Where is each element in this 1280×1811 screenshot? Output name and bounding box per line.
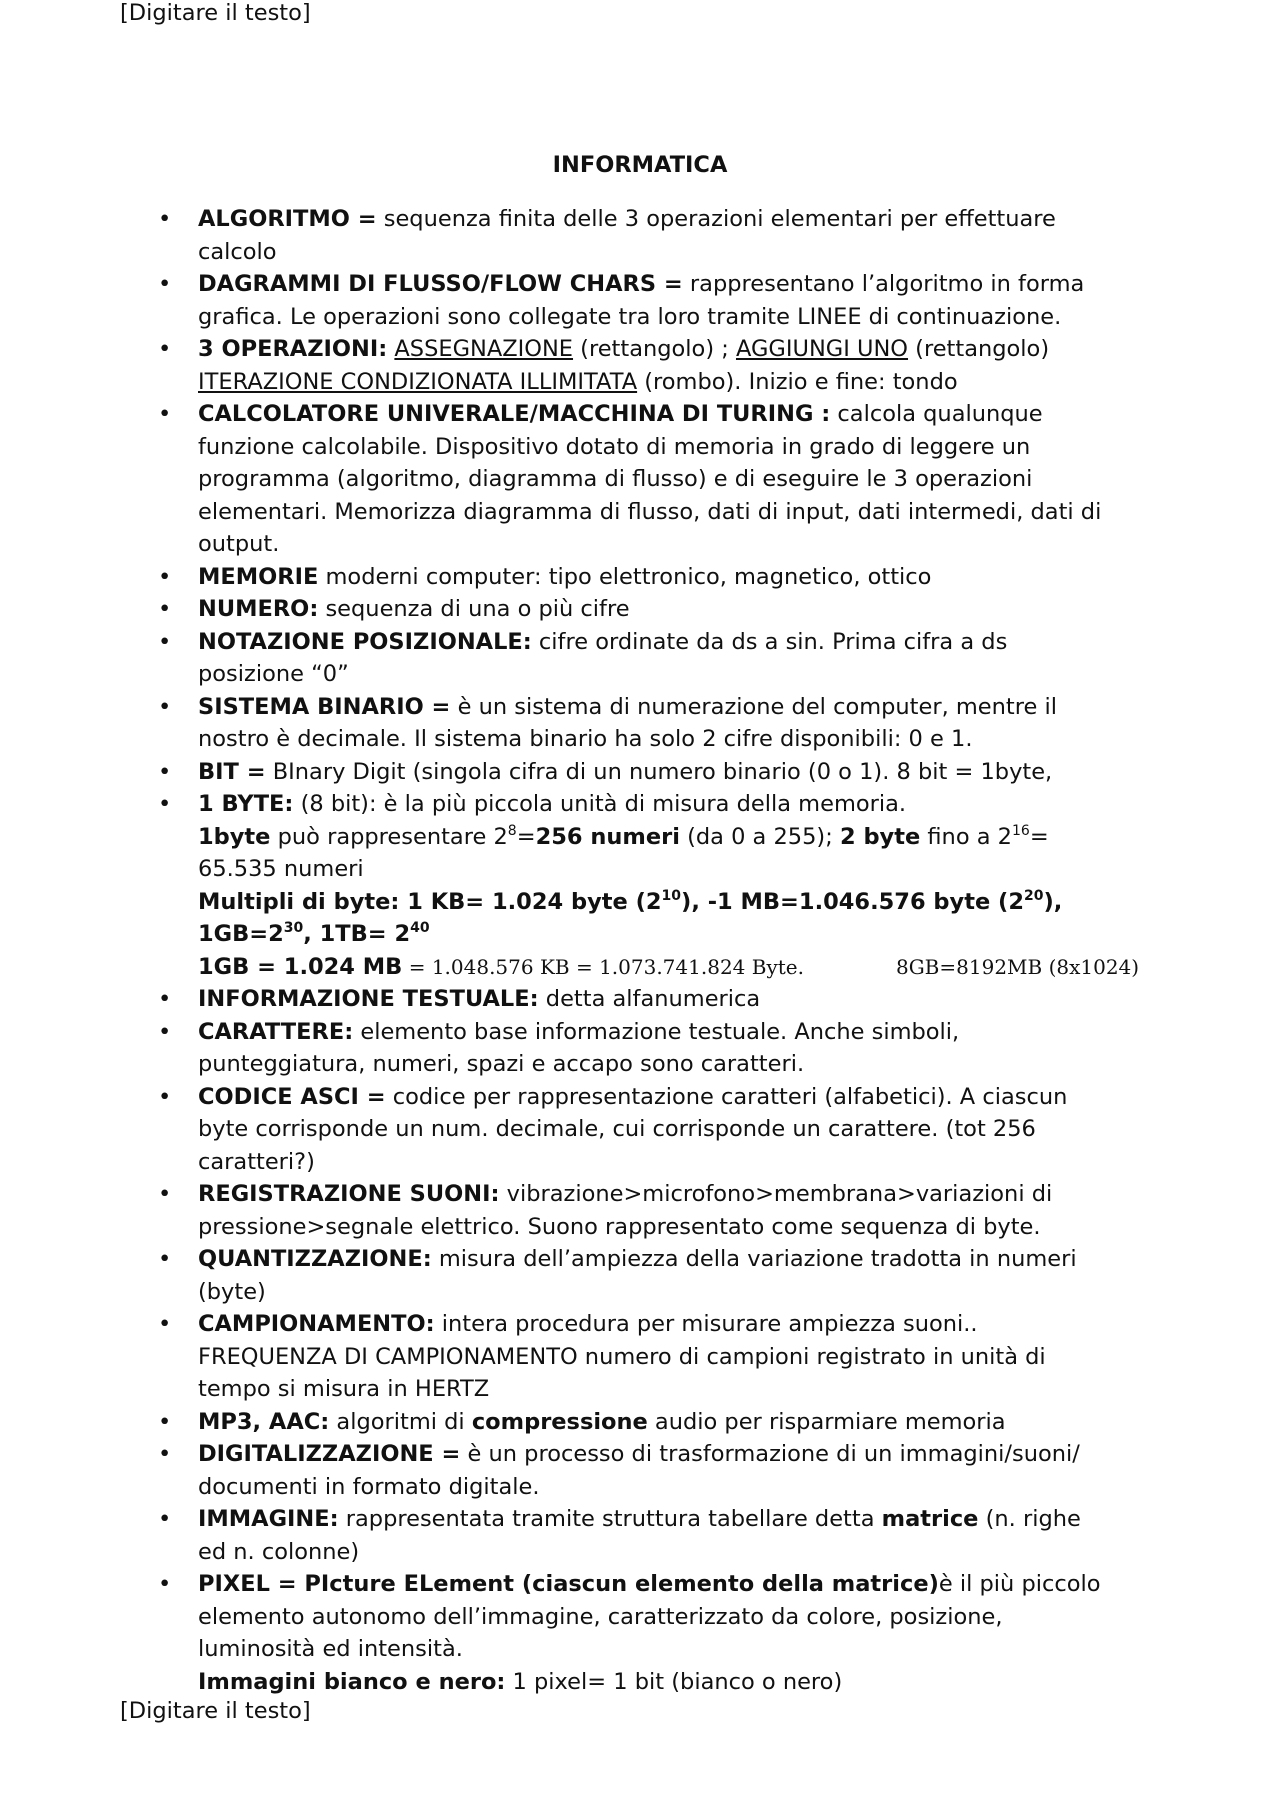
definition: è un processo di trasformazione di un immagini/suoni/ (460, 1441, 1080, 1467)
list-item-memorie (0, 561, 1280, 594)
definition: = 1.048.576 KB = 1.073.741.824 Byte. (402, 954, 804, 979)
definition: grafica. Le operazioni sono collegate tra loro tramite LINEE di continuazione. (198, 303, 1062, 330)
definition: pressione>segnale elettrico. Suono rappresentato come sequenza di byte. (198, 1213, 1041, 1240)
definition: 8GB=8192MB (8x1024) (895, 954, 1140, 979)
term: compressione (471, 1408, 648, 1435)
underlined-term: ITERAZIONE CONDIZIONATA ILLIMITATA (198, 368, 638, 395)
definition: elemento base informazione testuale. Anche simboli, (353, 1018, 960, 1045)
term: 3 OPERAZIONI: (198, 336, 388, 362)
list-item-bit (0, 756, 1280, 789)
definition: output. (198, 531, 280, 557)
definition: audio per risparmiare memoria (647, 1408, 1006, 1435)
bullet-icon: • (158, 1571, 172, 1597)
exponent: 40 (410, 920, 430, 936)
definition: elementari. Memorizza diagramma di flusso, dati di input, dati intermedi, dati di (198, 498, 1102, 525)
term: CARATTERE: (198, 1018, 354, 1045)
exponent: 30 (283, 920, 304, 936)
term: PIXEL = PIcture ELement (ciascun elemento della matrice) (198, 1571, 939, 1597)
bullet-icon: • (158, 791, 172, 817)
bullet-icon: • (158, 271, 172, 297)
definition: è il più piccolo (938, 1571, 1101, 1597)
page-footer: [Digitare il testo] (120, 1698, 311, 1724)
list-item-digitalizzazione (0, 1438, 1280, 1503)
exponent: 20 (1024, 887, 1044, 904)
bullet-icon: • (158, 758, 172, 785)
definition: (8 bit): è la più piccola unità di misura della memoria. (293, 791, 907, 817)
bullet-icon: • (158, 1441, 172, 1467)
term: 1byte (198, 823, 271, 850)
definition: luminosità ed intensità. (198, 1636, 463, 1662)
definition: rappresentano l’algoritmo in forma (682, 271, 1085, 297)
definition: (rombo). Inizio e fine: tondo (637, 368, 958, 395)
term: NOTAZIONE POSIZIONALE: (198, 628, 532, 655)
list-item-byte (0, 788, 1280, 983)
bullet-icon: • (158, 1408, 172, 1435)
definition: , 1TB= 2 (303, 921, 411, 947)
list-item-suoni (0, 1178, 1280, 1243)
list-item-quantizzazione (0, 1243, 1280, 1308)
bullet-icon: • (158, 336, 172, 362)
definition: ), -1 MB=1.046.576 byte (2 (681, 888, 1024, 915)
definition: caratteri?) (198, 1148, 315, 1175)
exponent: 10 (661, 887, 682, 904)
list-item-algoritmo (0, 203, 1280, 268)
definition: detta alfanumerica (538, 986, 761, 1012)
definition: 1GB=2 (198, 921, 284, 947)
term: Immagini bianco e nero: (198, 1668, 506, 1695)
definition: documenti in formato digitale. (198, 1473, 540, 1500)
definition: fino a 2 (920, 823, 1012, 850)
bullet-icon: • (158, 206, 172, 232)
definition: (byte) (198, 1278, 266, 1305)
list-item-mp3 (0, 1406, 1280, 1439)
term: NUMERO: (198, 596, 319, 622)
term: 1 BYTE: (198, 791, 294, 817)
definition: algoritmi di (329, 1408, 472, 1435)
definition: codice per rappresentazione caratteri (alfabetici). A ciascun (385, 1083, 1068, 1110)
definition: (rettangolo) ; (573, 336, 736, 362)
definition: BInary Digit (singola cifra di un numero binario (0 o 1). 8 bit = 1byte, (265, 758, 1053, 785)
list-item-turing (0, 398, 1280, 561)
bullet-icon: • (158, 986, 172, 1012)
definition: misura dell’ampiezza della variazione tradotta in numeri (431, 1246, 1077, 1272)
page-header: [Digitare il testo] (120, 0, 311, 26)
list-item-testuale (0, 983, 1280, 1016)
list-item-binario (0, 691, 1280, 756)
definition: intera procedura per misurare ampiezza suoni.. (434, 1311, 978, 1337)
bullet-icon: • (158, 1181, 172, 1207)
multiples-line (198, 921, 430, 947)
list-item-campionamento (0, 1308, 1280, 1406)
term: INFORMAZIONE TESTUALE: (198, 986, 539, 1012)
term: MEMORIE (198, 563, 319, 590)
underlined-term: AGGIUNGI UNO (735, 336, 909, 362)
term: ALGORITMO = (198, 206, 377, 232)
definition: vibrazione>microfono>membrana>variazioni di (499, 1181, 1053, 1207)
bullet-icon: • (158, 1311, 172, 1337)
list-item-numero (0, 593, 1280, 626)
definition: FREQUENZA DI CAMPIONAMENTO numero di campioni registrato in unità di (198, 1343, 1046, 1370)
definition: (n. righe (978, 1506, 1081, 1532)
bullet-icon: • (158, 1246, 172, 1272)
list-item-notazione (0, 626, 1280, 691)
definition: 1 pixel= 1 bit (bianco o nero) (505, 1668, 843, 1695)
definition: calcolo (198, 238, 277, 265)
underlined-term: ASSEGNAZIONE (394, 336, 574, 362)
term: IMMAGINE: (198, 1506, 339, 1532)
definition: funzione calcolabile. Dispositivo dotato di memoria in grado di leggere un (198, 433, 1031, 460)
definition: moderni computer: tipo elettronico, magnetico, ottico (318, 563, 932, 590)
term: 2 byte (839, 823, 921, 850)
definition: nostro è decimale. Il sistema binario ha solo 2 cifre disponibili: 0 e 1. (198, 726, 973, 752)
definition: cifre ordinate da ds a sin. Prima cifra a ds (531, 628, 1008, 655)
bullet-icon: • (158, 693, 172, 720)
definition: ), (1043, 888, 1063, 915)
term: 1GB = 1.024 MB (198, 953, 403, 980)
term: 256 numeri (535, 823, 680, 850)
term: matrice (881, 1506, 979, 1532)
bullet-icon: • (158, 563, 172, 590)
list-item-pixel (0, 1568, 1280, 1698)
definition: può rappresentare 2 (270, 823, 508, 850)
bullet-icon: • (158, 1083, 172, 1110)
list-item-diagrammi (0, 268, 1280, 333)
term: MP3, AAC: (198, 1408, 330, 1435)
definition-list (0, 203, 1280, 1698)
exponent: 8 (507, 822, 517, 839)
definition: sequenza di una o più cifre (318, 596, 630, 622)
definition: calcola qualunque (830, 401, 1043, 427)
definition: è un sistema di numerazione del computer, mentre il (450, 693, 1057, 720)
definition: punteggiatura, numeri, spazi e accapo sono caratteri. (198, 1051, 805, 1077)
bullet-icon: • (158, 1506, 172, 1532)
definition: sequenza finita delle 3 operazioni elementari per effettuare (376, 206, 1056, 232)
term: CALCOLATORE UNIVERALE/MACCHINA DI TURING : (198, 401, 831, 427)
term: DAGRAMMI DI FLUSSO/FLOW CHARS = (198, 271, 683, 297)
list-item-operazioni (0, 333, 1280, 398)
definition: programma (algoritmo, diagramma di flusso) e di eseguire le 3 operazioni (198, 466, 1033, 492)
definition: tempo si misura in HERTZ (198, 1376, 490, 1402)
exponent: 16 (1012, 822, 1030, 839)
list-item-immagine (0, 1503, 1280, 1568)
multiples-line (198, 889, 1062, 915)
list-item-asci (0, 1081, 1280, 1179)
bullet-icon: • (158, 628, 172, 655)
definition: Multipli di byte: 1 KB= 1.024 byte (2 (198, 888, 662, 915)
list-item-carattere (0, 1016, 1280, 1081)
definition: (rettangolo) (908, 336, 1050, 362)
definition: = (516, 823, 536, 850)
definition: posizione “0” (198, 661, 349, 687)
term: BIT = (198, 758, 266, 785)
page-title: INFORMATICA (552, 152, 728, 178)
term: DIGITALIZZAZIONE = (198, 1441, 461, 1467)
definition: = (1029, 823, 1049, 850)
bullet-icon: • (158, 596, 172, 622)
term: CODICE ASCI = (198, 1083, 386, 1110)
definition: elemento autonomo dell’immagine, caratterizzato da colore, posizione, (198, 1603, 1003, 1630)
definition: byte corrisponde un num. decimale, cui corrisponde un carattere. (tot 256 (198, 1116, 1036, 1142)
term: CAMPIONAMENTO: (198, 1311, 435, 1337)
bullet-icon: • (158, 401, 172, 427)
definition: rappresentata tramite struttura tabellare detta (338, 1506, 882, 1532)
definition: 65.535 numeri (198, 856, 364, 882)
definition: ed n. colonne) (198, 1538, 360, 1565)
term: SISTEMA BINARIO = (198, 693, 451, 720)
term: QUANTIZZAZIONE: (198, 1246, 432, 1272)
definition: (da 0 a 255); (679, 823, 840, 850)
term: REGISTRAZIONE SUONI: (198, 1181, 500, 1207)
bullet-icon: • (158, 1018, 172, 1045)
